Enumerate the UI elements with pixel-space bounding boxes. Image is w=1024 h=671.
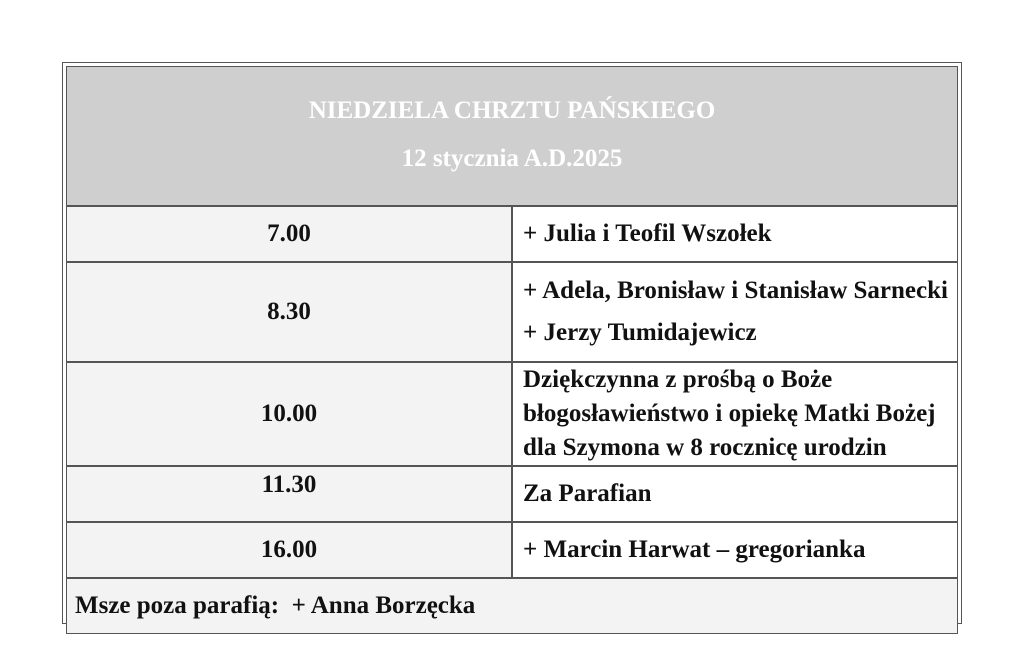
mass-intention: Dziękczynna z prośbą o Boże błogosławieństwo i opiekę Matki Bożej dla Szymona w 8 rocznicę urodzin xyxy=(523,366,936,461)
mass-schedule-frame xyxy=(62,62,962,624)
table-row xyxy=(66,362,958,466)
mass-time: 7.00 xyxy=(66,206,512,262)
mass-intention: + Adela, Bronisław i Stanisław Sarnecki xyxy=(523,277,948,304)
page-date: 12 stycznia A.D.2025 xyxy=(401,145,623,172)
mass-intention-cell xyxy=(512,206,958,262)
mass-intention-cell xyxy=(512,522,958,578)
table-row xyxy=(66,522,958,578)
footer-note: Msze poza parafią: + Anna Borzęcka xyxy=(66,578,958,634)
table-row xyxy=(66,262,958,362)
footer-row xyxy=(66,578,958,634)
table-row xyxy=(66,466,958,522)
mass-intention: + Jerzy Tumidajewicz xyxy=(523,319,757,346)
mass-intention-cell xyxy=(512,262,958,362)
mass-intention-cell xyxy=(512,362,958,466)
mass-time: 8.30 xyxy=(66,262,512,362)
mass-time: 10.00 xyxy=(66,362,512,466)
mass-intention: + Marcin Harwat – gregorianka xyxy=(523,536,866,563)
table-row xyxy=(66,206,958,262)
page-title: NIEDZIELA CHRZTU PAŃSKIEGO xyxy=(308,97,716,124)
header-row xyxy=(66,66,958,206)
header-cell xyxy=(66,66,958,206)
mass-intention: Za Parafian xyxy=(523,480,652,507)
mass-time: 11.30 xyxy=(66,466,512,522)
mass-schedule-table xyxy=(66,66,958,634)
mass-intention: + Julia i Teofil Wszołek xyxy=(523,220,772,247)
mass-intention-cell xyxy=(512,466,958,522)
mass-time: 16.00 xyxy=(66,522,512,578)
